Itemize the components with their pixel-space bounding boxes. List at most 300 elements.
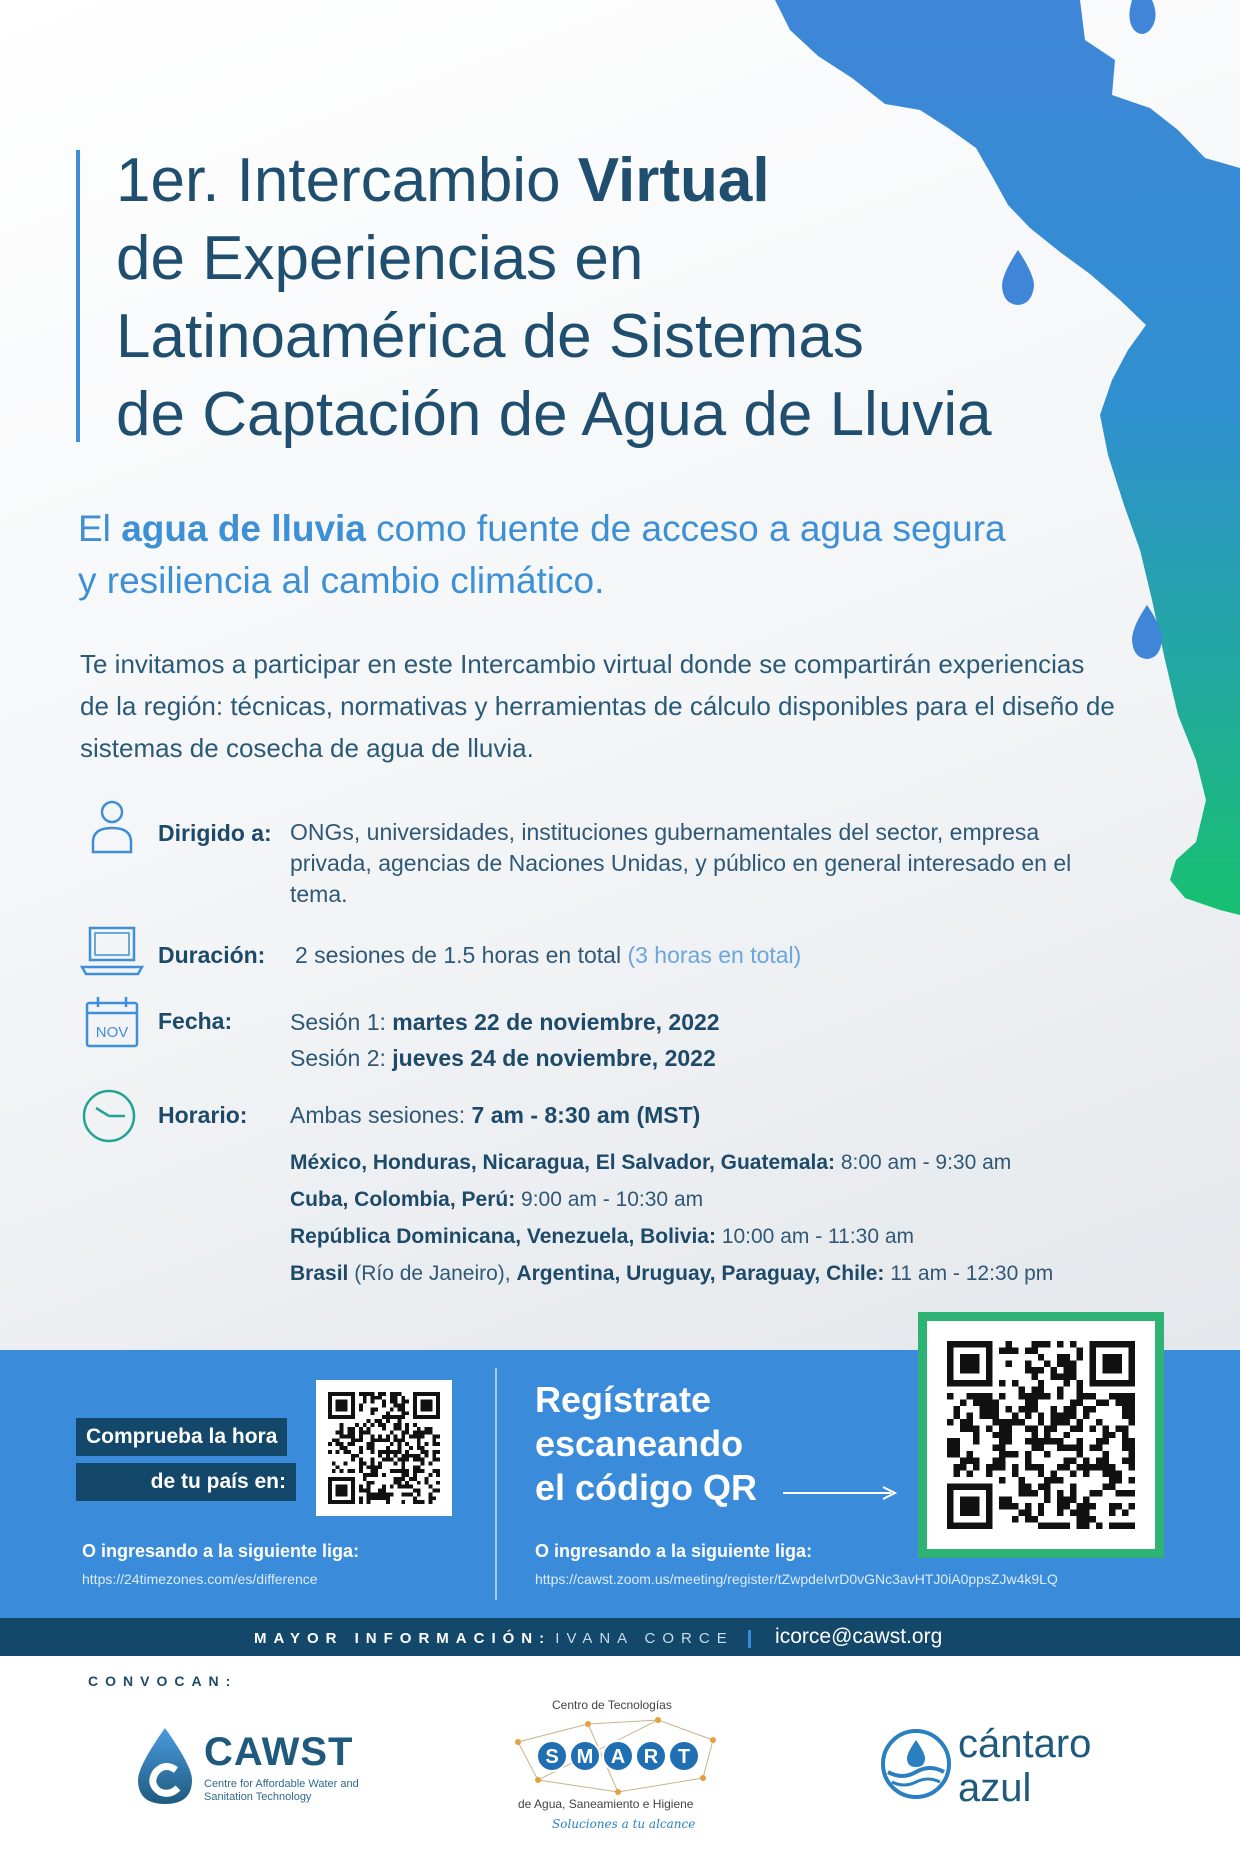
qr-module [394,1415,398,1419]
qr-module [378,1492,382,1496]
qr-module [355,1438,359,1442]
qr-module [1005,1419,1011,1425]
title-line2: de Experiencias en [116,224,644,293]
qr-module [1031,1438,1037,1444]
qr-module [386,1492,390,1496]
qr-module [378,1423,382,1427]
qr-module [370,1465,374,1469]
qr-module [398,1458,402,1462]
qr-module [347,1450,351,1454]
qr-module [351,1458,355,1462]
qr-module [359,1431,363,1435]
session2-prefix: Sesión 2: [290,1045,393,1071]
qr-module [973,1458,979,1464]
qr-module [382,1489,386,1493]
qr-module [1025,1464,1031,1470]
fecha-label: Fecha: [158,1008,233,1034]
qr-module [1018,1484,1024,1490]
qr-module [370,1442,374,1446]
qr-module [428,1462,432,1466]
qr-module [1031,1386,1037,1392]
qr-module [973,1432,979,1438]
qr-module [1077,1438,1083,1444]
qr-module [1051,1438,1057,1444]
qr-module [1012,1516,1018,1522]
qr-module [1057,1464,1063,1470]
qr-module [359,1392,363,1396]
check-time-label-1: Comprueba la hora [76,1418,287,1456]
qr-module [421,1469,425,1473]
qr-module [1083,1503,1089,1509]
qr-module [1031,1516,1037,1522]
calendar-icon [84,995,140,1049]
qr-module [973,1438,979,1444]
horario-ambas [290,1100,700,1131]
qr-module [1057,1438,1063,1444]
qr-module [986,1425,992,1431]
qr-module [1096,1419,1102,1425]
band-divider [495,1368,497,1600]
contact-label: MAYOR INFORMACIÓN: [254,1630,552,1647]
qr-module [1005,1451,1011,1457]
smart-logo-graphic [508,1712,728,1798]
fecha-values [290,1004,720,1076]
qr-module [1070,1445,1076,1451]
qr-module [1103,1425,1109,1431]
qr-module [413,1477,417,1481]
qr-module [336,1438,340,1442]
qr-module [1129,1477,1135,1483]
qr-module [1057,1503,1063,1509]
qr-module [1038,1445,1044,1451]
qr-module [367,1431,371,1435]
qr-module [992,1399,998,1405]
qr-module [401,1396,405,1400]
qr-module [436,1458,440,1462]
qr-module [947,1419,953,1425]
qr-module [370,1462,374,1466]
qr-module [1077,1347,1083,1353]
qr-module [986,1471,992,1477]
register-heading [535,1378,795,1510]
qr-module [336,1442,340,1446]
qr-module [1096,1523,1102,1529]
qr-module [986,1393,992,1399]
qr-module [1077,1451,1083,1457]
qr-module [398,1481,402,1485]
qr-module [370,1450,374,1454]
qr-module [1070,1484,1076,1490]
qr-module [378,1454,382,1458]
qr-module [409,1492,413,1496]
qr-module [1083,1497,1089,1503]
qr-module [417,1434,421,1438]
qr-module [405,1450,409,1454]
arrow-right-icon [783,1486,897,1500]
qr-module [947,1438,953,1444]
qr-module [363,1477,367,1481]
qr-module [382,1404,386,1408]
qr-module [359,1465,363,1469]
qr-module [394,1404,398,1408]
qr-module [1077,1354,1083,1360]
qr-module [1122,1438,1128,1444]
qr-module [347,1434,351,1438]
qr-module [1109,1477,1115,1483]
qr-module [417,1489,421,1493]
qr-finder-pattern [336,1485,348,1497]
qr-module [1057,1490,1063,1496]
qr-module [953,1445,959,1451]
qr-module [992,1419,998,1425]
qr-module [417,1469,421,1473]
qr-module [1031,1399,1037,1405]
subtitle [78,503,1138,607]
qr-module [1044,1438,1050,1444]
dirigido-value: ONGs, universidades, instituciones gubernamentales del sector, empresa privada, agencias de Naciones Unidas, y público en general interesado en el tema. [290,819,1072,907]
timezones-link[interactable]: https://24timezones.com/es/difference [82,1571,318,1587]
qr-module [1096,1445,1102,1451]
qr-module [1070,1490,1076,1496]
qr-module [1064,1354,1070,1360]
qr-module [367,1419,371,1423]
qr-module [1025,1503,1031,1509]
qr-module [378,1489,382,1493]
qr-module [336,1465,340,1469]
clock-icon [80,1088,138,1144]
qr-module [398,1446,402,1450]
qr-module [417,1431,421,1435]
qr-module [409,1477,413,1481]
qr-module [432,1450,436,1454]
qr-module [413,1454,417,1458]
qr-module [1103,1484,1109,1490]
qr-module [953,1464,959,1470]
qr-module [1005,1438,1011,1444]
qr-module [417,1492,421,1496]
timezone-row [290,1262,1053,1286]
smart-letter: M [576,1746,594,1768]
qr-module [370,1473,374,1477]
qr-module [999,1445,1005,1451]
qr-module [398,1469,402,1473]
qr-module [417,1446,421,1450]
qr-module [1129,1490,1135,1496]
qr-module [979,1412,985,1418]
qr-module [999,1503,1005,1509]
qr-module [394,1438,398,1442]
qr-module [359,1427,363,1431]
qr-module [351,1442,355,1446]
qr-module [378,1419,382,1423]
qr-module [378,1465,382,1469]
smart-top-text: Centro de Tecnologías [552,1698,672,1712]
qr-module [992,1406,998,1412]
qr-module [386,1496,390,1500]
qr-module [999,1477,1005,1483]
qr-module [367,1427,371,1431]
qr-module [1051,1373,1057,1379]
qr-module [1005,1425,1011,1431]
qr-module [405,1473,409,1477]
qr-module [370,1396,374,1400]
qr-module [1005,1503,1011,1509]
qr-module [1044,1451,1050,1457]
qr-module [1051,1471,1057,1477]
left-link-heading: O ingresando a la siguiente liga: [82,1541,360,1561]
qr-module [436,1473,440,1477]
qr-module [386,1450,390,1454]
qr-module [1031,1393,1037,1399]
qr-module [421,1450,425,1454]
qr-module [1103,1464,1109,1470]
qr-module [386,1500,390,1504]
qr-module [359,1404,363,1408]
qr-module [394,1469,398,1473]
qr-module [1038,1523,1044,1529]
qr-module [378,1450,382,1454]
qr-module [1109,1484,1115,1490]
qr-module [340,1431,344,1435]
qr-module [398,1392,402,1396]
qr-module [1012,1464,1018,1470]
intro-paragraph: Te invitamos a participar en este Intercambio virtual donde se compartirán experiencias de la región: técnicas, normativas y herramientas de cálculo disponibles para el diseño de sistemas de cosecha de agua de lluvia. [80,649,1115,763]
qr-module [413,1434,417,1438]
qr-module [1057,1477,1063,1483]
qr-module [1090,1490,1096,1496]
qr-module [1129,1464,1135,1470]
qr-module [1090,1425,1096,1431]
qr-module [1057,1412,1063,1418]
qr-module [405,1458,409,1462]
qr-module [1057,1354,1063,1360]
qr-module [992,1458,998,1464]
qr-module [351,1454,355,1458]
qr-module [432,1434,436,1438]
qr-module [1031,1406,1037,1412]
qr-module [401,1485,405,1489]
qr-module [409,1446,413,1450]
qr-module [1031,1341,1037,1347]
qr-module [425,1481,429,1485]
qr-module [405,1400,409,1404]
qr-module [367,1465,371,1469]
qr-module [413,1473,417,1477]
title-line1-bold: Virtual [577,146,770,215]
duracion-note: (3 horas en total) [627,942,802,968]
qr-module [343,1446,347,1450]
qr-module [1064,1432,1070,1438]
qr-module [1005,1406,1011,1412]
qr-module [1109,1471,1115,1477]
qr-module [340,1427,344,1431]
contact-email[interactable]: icorce@cawst.org [775,1625,943,1648]
qr-module [1025,1516,1031,1522]
qr-module [966,1458,972,1464]
timezones-qr-code[interactable] [316,1380,452,1516]
qr-module [1012,1451,1018,1457]
qr-module [1103,1438,1109,1444]
qr-module [382,1423,386,1427]
qr-module [413,1458,417,1462]
qr-module [382,1438,386,1442]
qr-module [1018,1419,1024,1425]
qr-module [343,1434,347,1438]
qr-module [428,1496,432,1500]
qr-module [1018,1406,1024,1412]
cawst-logo-icon [132,1726,198,1808]
qr-module [398,1419,402,1423]
qr-module [1064,1503,1070,1509]
qr-module [1064,1458,1070,1464]
qr-module [370,1392,374,1396]
qr-module [405,1411,409,1415]
qr-module [370,1492,374,1496]
qr-module [1070,1406,1076,1412]
qr-code-graphic [328,1392,440,1504]
qr-module [1077,1516,1083,1522]
cantaro-text: cántaro [958,1722,1092,1766]
qr-module [398,1407,402,1411]
qr-module [398,1427,402,1431]
qr-module [1103,1451,1109,1457]
qr-module [1077,1464,1083,1470]
qr-module [1077,1510,1083,1516]
azul-text: azul [958,1766,1032,1810]
qr-module [947,1451,953,1457]
qr-module [1025,1367,1031,1373]
smart-letter: S [545,1746,559,1768]
qr-module [405,1423,409,1427]
qr-module [953,1471,959,1477]
qr-module [1109,1464,1115,1470]
qr-module [1018,1510,1024,1516]
qr-module [1051,1406,1057,1412]
qr-module [405,1442,409,1446]
qr-module [386,1458,390,1462]
qr-module [413,1465,417,1469]
timezone-time: 8:00 am - 9:30 am [835,1151,1012,1174]
qr-module [1031,1425,1037,1431]
qr-module [386,1415,390,1419]
qr-module [1109,1503,1115,1509]
qr-module [979,1393,985,1399]
qr-module [1044,1477,1050,1483]
qr-module [359,1458,363,1462]
qr-module [405,1469,409,1473]
qr-module [1129,1503,1135,1509]
qr-module [1103,1399,1109,1405]
qr-module [343,1450,347,1454]
qr-module [401,1454,405,1458]
qr-module [390,1450,394,1454]
qr-module [401,1438,405,1442]
qr-module [960,1419,966,1425]
qr-module [367,1446,371,1450]
qr-module [1096,1464,1102,1470]
timezone-countries: Brasil [290,1262,349,1285]
title-line3: Latinoamérica de Sistemas [116,302,864,371]
qr-module [1057,1497,1063,1503]
session2-date: jueves 24 de noviembre, 2022 [392,1045,716,1071]
qr-module [1012,1419,1018,1425]
qr-module [382,1415,386,1419]
qr-module [1064,1380,1070,1386]
qr-module [367,1392,371,1396]
qr-module [1005,1341,1011,1347]
qr-module [999,1347,1005,1353]
qr-module [370,1481,374,1485]
qr-module [394,1434,398,1438]
subtitle-pre: El [78,508,122,549]
qr-module [999,1425,1005,1431]
qr-module [370,1423,374,1427]
qr-module [436,1434,440,1438]
qr-module [367,1473,371,1477]
qr-module [1070,1497,1076,1503]
qr-module [436,1489,440,1493]
qr-module [1057,1393,1063,1399]
qr-module [401,1407,405,1411]
qr-module [398,1404,402,1408]
qr-module [370,1496,374,1500]
qr-module [340,1423,344,1427]
qr-module [1070,1360,1076,1366]
qr-module [398,1442,402,1446]
qr-finder-pattern [1103,1354,1122,1373]
qr-module [390,1431,394,1435]
qr-module [367,1481,371,1485]
timezone-countries: República Dominicana, Venezuela, Bolivia: [290,1225,716,1248]
qr-module [1077,1425,1083,1431]
qr-finder-pattern [336,1400,348,1412]
qr-module [992,1445,998,1451]
qr-module [1096,1458,1102,1464]
qr-module [359,1446,363,1450]
qr-module [999,1458,1005,1464]
registration-link[interactable]: https://cawst.zoom.us/meeting/register/tZwpdeIvrD0vGNc3avHTJ0iA0ppsZJw4k9LQ [535,1571,1058,1587]
qr-module [398,1438,402,1442]
qr-module [1051,1419,1057,1425]
qr-module [413,1489,417,1493]
qr-module [367,1489,371,1493]
qr-module [401,1434,405,1438]
qr-module [1077,1419,1083,1425]
qr-module [363,1462,367,1466]
person-icon [90,800,134,854]
qr-module [409,1485,413,1489]
registration-qr-code[interactable] [918,1312,1164,1558]
qr-module [382,1473,386,1477]
qr-module [1051,1367,1057,1373]
qr-module [1025,1347,1031,1353]
qr-module [1083,1393,1089,1399]
qr-module [332,1438,336,1442]
qr-module [378,1496,382,1500]
qr-module [1025,1399,1031,1405]
qr-module [421,1431,425,1435]
qr-module [999,1497,1005,1503]
qr-module [398,1423,402,1427]
qr-module [953,1451,959,1457]
cawst-subtitle: Centre for Affordable Water and Sanitation Technology [204,1778,359,1803]
qr-module [1116,1523,1122,1529]
qr-module [1090,1464,1096,1470]
qr-module [382,1427,386,1431]
qr-module [1096,1399,1102,1405]
qr-module [382,1492,386,1496]
qr-module [1122,1458,1128,1464]
